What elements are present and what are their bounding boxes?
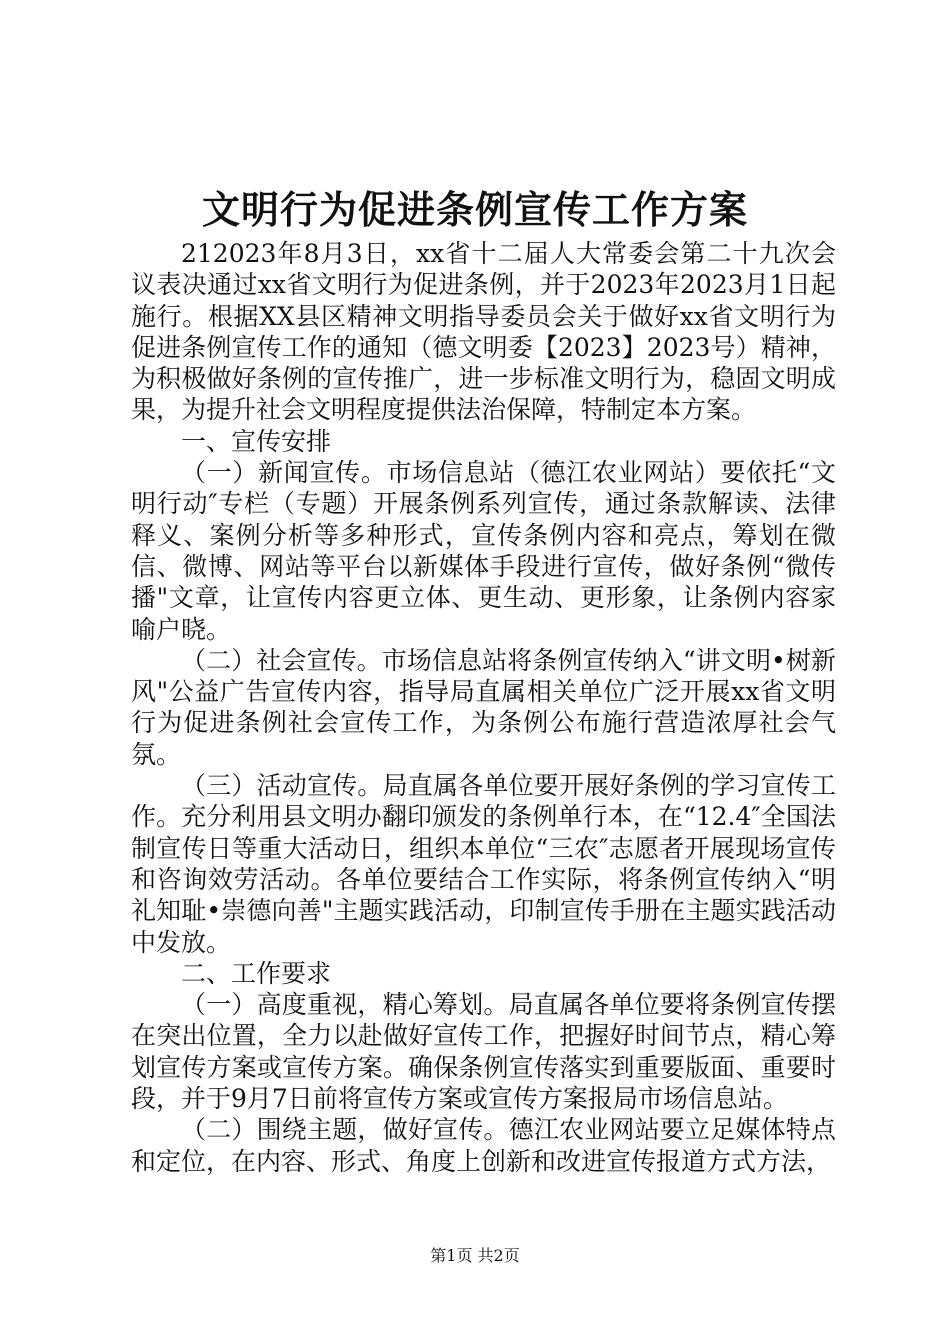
- paragraph-news-publicity: （一）新闻宣传。市场信息站（德江农业网站）要依托“文明行动″专栏（专题）开展条例系列宣传，通过条款解读、法律释义、案例分析等多种形式，宣传条例内容和亮点，筹划在微信、微博、网站等平台以新媒体手段进行宣传，做好条例“微传播"文章，让宣传内容更立体、更生动、更形象，让条例内容家喻户晓。: [131, 458, 836, 644]
- section-heading-publicity: 一、宣传安排: [181, 426, 332, 456]
- page-number: 第1页 共2页: [430, 1246, 520, 1265]
- intro-paragraph: 212023年8月3日，xx省十二届人大常委会第二十九次会议表决通过xx省文明行为促进条例，并于2023年2023月1日起施行。根据XX县区精神文明指导委员会关于做好xx省文明行为促进条例宣传工作的通知（德文明委【2023】2023号）精神，为积极做好条例的宣传推广，进一步标准文明行为，稳固文明成果，为提升社会文明程度提供法治保障，特制定本方案。: [131, 239, 836, 425]
- paragraph-social-publicity: （二）社会宣传。市场信息站将条例宣传纳入“讲文明•树新风"公益广告宣传内容，指导局直属相关单位广泛开展xx省文明行为促进条例社会宣传工作，为条例公布施行营造浓厚社会气氛。: [131, 645, 836, 769]
- section-heading-requirements: 二、工作要求: [181, 958, 332, 988]
- paragraph-activity-publicity: （三）活动宣传。局直属各单位要开展好条例的学习宣传工作。充分利用县文明办翻印颁发的条例单行本，在“12.4″全国法制宣传日等重大活动日，组织本单位“三农″志愿者开展现场宣传和咨询效劳活动。各单位要结合工作实际，将条例宣传纳入“明礼知耻•崇德向善"主题实践活动，印制宣传手册在主题实践活动中发放。: [131, 771, 836, 957]
- document-body: [131, 238, 836, 1177]
- document-title: 文明行为促进条例宣传工作方案: [201, 187, 748, 232]
- paragraph-requirement-2: （二）围绕主题，做好宣传。德江农业网站要立足媒体特点和定位，在内容、形式、角度上创新和改进宣传报道方式方法，: [131, 1115, 836, 1176]
- paragraph-requirement-1: （一）高度重视，精心筹划。局直属各单位要将条例宣传摆在突出位置，全力以赴做好宣传工作，把握好时间节点，精心筹划宣传方案或宣传方案。确保条例宣传落实到重要版面、重要时段，并于9月7日前将宣传方案或宣传方案报局市场信息站。: [131, 990, 836, 1114]
